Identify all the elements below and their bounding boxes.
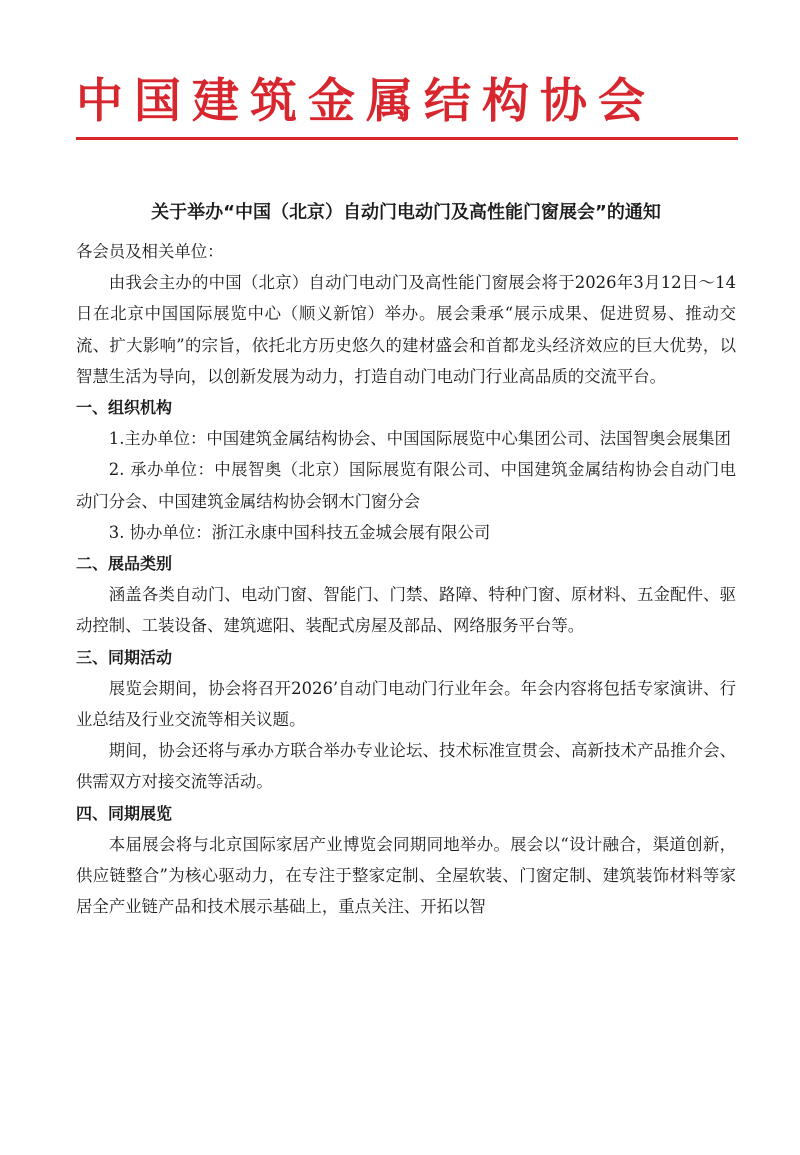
salutation: 各会员及相关单位： bbox=[76, 242, 224, 261]
notice-title: 关于举办“中国（北京）自动门电动门及高性能门窗展会”的通知 bbox=[151, 202, 661, 223]
section-organization bbox=[76, 392, 736, 548]
letterhead-divider bbox=[76, 137, 738, 140]
undertaker-paragraph: 2. 承办单位：中展智奥（北京）国际展览有限公司、中国建筑金属结构协会自动门电动门分会、中国建筑金属结构协会钢木门窗分会 bbox=[76, 460, 736, 511]
section-heading: 四、同期展览 bbox=[76, 803, 173, 823]
section-paragraph: 本届展会将与北京国际家居产业博览会同期同地举办。展会以“设计融合，渠道创新，供应链整合”为核心驱动力，在专注于整家定制、全屋软装、门窗定制、建筑装饰材料等家居全产业链产品和技术展示基础上，重点关注、开拓以智 bbox=[76, 834, 736, 917]
organizer-paragraph: 1.主办单位：中国建筑金属结构协会、中国国际展览中心集团公司、法国智奥会展集团 bbox=[108, 429, 731, 449]
section-exhibit-categories bbox=[76, 548, 736, 642]
section-heading: 二、展品类别 bbox=[76, 554, 173, 574]
section-heading: 一、组织机构 bbox=[76, 398, 173, 418]
co-organizer-paragraph: 3. 协办单位：浙江永康中国科技五金城会展有限公司 bbox=[108, 522, 491, 542]
letterhead-org-name: 中国建筑金属结构协会 bbox=[76, 74, 656, 129]
section-paragraph: 涵盖各类自动门、电动门窗、智能门、门禁、路障、特种门窗、原材料、五金配件、驱动控制、工装设备、建筑遮阳、装配式房屋及部品、网络服务平台等。 bbox=[76, 585, 736, 636]
section-concurrent-exhibitions bbox=[76, 798, 736, 923]
section-heading: 三、同期活动 bbox=[76, 647, 173, 667]
intro-paragraph: 由我会主办的中国（北京）自动门电动门及高性能门窗展会将于2026年3月12日～14日在北京中国国际展览中心（顺义新馆）举办。展会秉承“展示成果、促进贸易、推动交流、扩大影响”的宗旨，依托北方历史悠久的建材盛会和首都龙头经济效应的巨大优势，以智慧生活为导向，以创新发展为动力，打造自动门电动门行业高品质的交流平台。 bbox=[76, 273, 736, 386]
notice-document bbox=[76, 198, 736, 922]
section-paragraph: 展览会期间，协会将召开2026’自动门电动门行业年会。年会内容将包括专家演讲、行业总结及行业交流等相关议题。 bbox=[76, 678, 736, 730]
section-concurrent-events bbox=[76, 642, 736, 798]
section-paragraph: 期间，协会还将与承办方联合举办专业论坛、技术标准宣贯会、高新技术产品推介会、供需双方对接交流等活动。 bbox=[76, 741, 736, 792]
